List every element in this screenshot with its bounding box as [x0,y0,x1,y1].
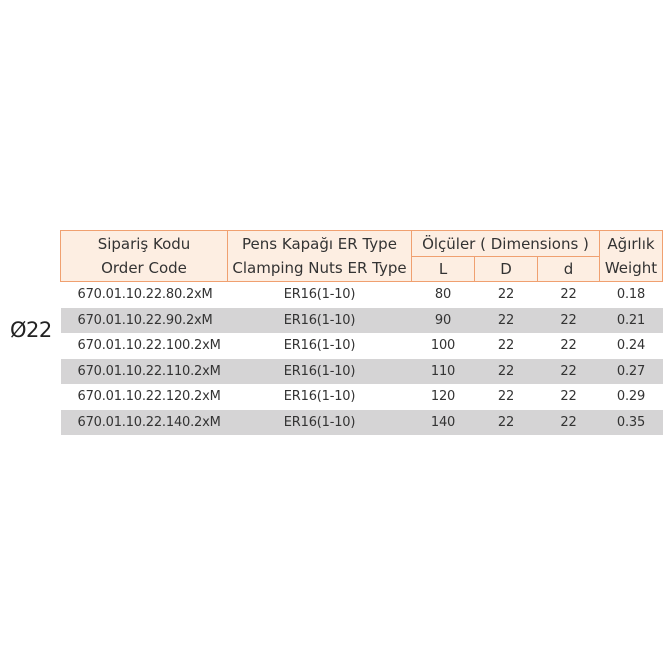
table-header [61,231,663,282]
table-row [61,384,663,410]
length-header: L [412,257,475,282]
diameter-label: Ø22 [10,318,52,342]
weight-cell: 0.35 [600,410,663,436]
weight-cell: 0.27 [600,359,663,385]
weight-header-tr: Ağırlık [607,235,655,253]
outer-diameter-cell: 22 [475,308,538,334]
order-code-cell: 670.01.10.22.140.2xM [61,410,228,436]
order-code-cell: 670.01.10.22.110.2xM [61,359,228,385]
type-header-tr: Pens Kapağı ER Type [242,235,397,253]
type-cell: ER16(1-10) [283,389,356,405]
outer-diameter-cell: 22 [497,389,515,405]
outer-diameter-cell: 22 [475,410,538,436]
table-row [61,333,663,359]
spec-table [60,230,663,435]
weight-header [600,231,663,282]
weight-cell: 0.29 [616,389,646,405]
outer-diameter-header: D [475,257,538,282]
order-code-cell: 670.01.10.22.80.2xM [77,287,213,303]
table-row [61,410,663,436]
table-row [61,282,663,308]
length-cell: 140 [412,410,475,436]
type-header [228,231,412,282]
weight-header-en: Weight [604,259,658,277]
order-code-cell: 670.01.10.22.120.2xM [77,389,221,405]
table-row [61,359,663,385]
outer-diameter-cell: 22 [497,338,515,354]
order-code-cell: 670.01.10.22.100.2xM [77,338,221,354]
table-row [61,308,663,334]
inner-diameter-header: d [538,257,600,282]
type-cell: ER16(1-10) [228,410,412,436]
type-cell: ER16(1-10) [283,338,356,354]
inner-diameter-cell: 22 [538,359,600,385]
dimensions-header: Ölçüler ( Dimensions ) [412,231,600,257]
length-cell: 120 [430,389,456,405]
order-code-header [61,231,228,282]
type-cell: ER16(1-10) [228,308,412,334]
weight-cell: 0.21 [600,308,663,334]
inner-diameter-cell: 22 [560,338,577,354]
length-cell: 90 [412,308,475,334]
type-cell: ER16(1-10) [283,287,356,303]
table-body [61,282,663,436]
inner-diameter-cell: 22 [560,389,577,405]
length-cell: 110 [412,359,475,385]
outer-diameter-cell: 22 [497,287,515,303]
order-code-header-en: Order Code [101,259,187,277]
type-cell: ER16(1-10) [228,359,412,385]
inner-diameter-cell: 22 [538,308,600,334]
order-code-cell: 670.01.10.22.90.2xM [61,308,228,334]
order-code-header-tr: Sipariş Kodu [97,235,191,253]
outer-diameter-cell: 22 [475,359,538,385]
length-cell: 80 [434,287,452,303]
inner-diameter-cell: 22 [560,287,577,303]
type-header-en: Clamping Nuts ER Type [232,259,407,277]
weight-cell: 0.24 [616,338,646,354]
inner-diameter-cell: 22 [538,410,600,436]
weight-cell: 0.18 [616,287,646,303]
length-cell: 100 [430,338,456,354]
